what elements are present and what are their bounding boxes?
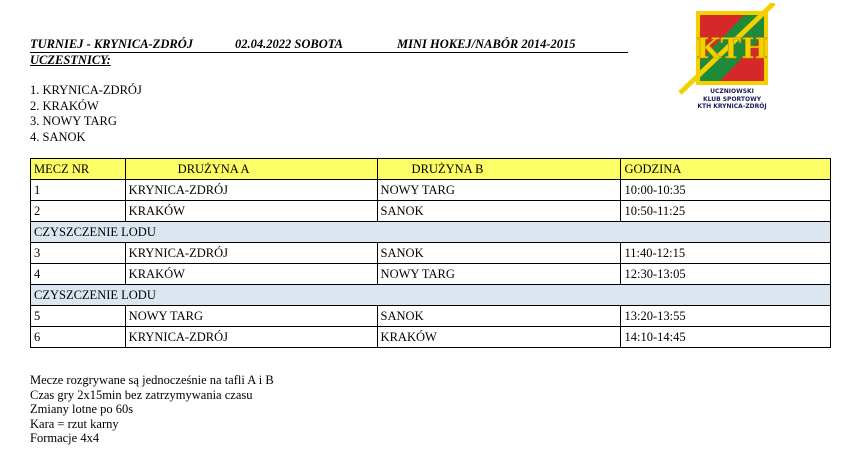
header-match-nr: MECZ NR: [31, 159, 126, 180]
match-nr: 5: [31, 306, 126, 327]
team-a: NOWY TARG: [125, 306, 377, 327]
match-time: 10:00-10:35: [621, 180, 831, 201]
document-header: [30, 37, 628, 53]
team-item: 3. NOWY TARG: [30, 114, 117, 128]
header-team-a: DRUŻYNA A: [125, 159, 377, 180]
team-a: KRAKÓW: [125, 264, 377, 285]
tournament-date: 02.04.2022 SOBOTA: [235, 37, 344, 51]
match-nr: 2: [31, 201, 126, 222]
table-row: [31, 243, 831, 264]
match-time: 12:30-13:05: [621, 264, 831, 285]
note-item: Czas gry 2x15min bez zatrzymywania czasu: [30, 387, 253, 402]
ice-cleaning-row: [31, 222, 831, 243]
tournament-category: MINI HOKEJ/NABÓR 2014-2015: [397, 37, 576, 51]
table-row: [31, 306, 831, 327]
logo-letters: KTH: [696, 32, 768, 65]
match-time: 13:20-13:55: [621, 306, 831, 327]
tournament-title: TURNIEJ - KRYNICA-ZDRÓJ: [30, 37, 193, 51]
table-header-row: [31, 159, 831, 180]
participants-label: UCZESTNICY:: [30, 53, 111, 67]
team-b: SANOK: [377, 306, 621, 327]
ice-cleaning-label: CZYSZCZENIE LODU: [31, 222, 831, 243]
note-item: Mecze rozgrywane są jednocześnie na tafli A i B: [30, 373, 274, 387]
rules-notes: [30, 373, 274, 446]
note-item: Formacje 4x4: [30, 431, 100, 445]
match-time: 14:10-14:45: [621, 327, 831, 348]
team-a: KRYNICA-ZDRÓJ: [125, 243, 377, 264]
match-time: 11:40-12:15: [621, 243, 831, 264]
note-item: Zmiany lotne po 60s: [30, 402, 134, 416]
match-nr: 1: [31, 180, 126, 201]
header-time: GODZINA: [621, 159, 831, 180]
team-a: KRYNICA-ZDRÓJ: [125, 180, 377, 201]
team-b: NOWY TARG: [377, 180, 621, 201]
team-a: KRYNICA-ZDRÓJ: [125, 327, 377, 348]
team-item: 4. SANOK: [30, 129, 86, 144]
team-item: 1. KRYNICA-ZDRÓJ: [30, 83, 142, 97]
schedule-table: [30, 158, 831, 348]
team-item: 2. KRAKÓW: [30, 98, 99, 113]
table-row: [31, 264, 831, 285]
header-team-b: DRUŻYNA B: [377, 159, 621, 180]
ice-cleaning-label: CZYSZCZENIE LODU: [31, 285, 831, 306]
team-b: SANOK: [377, 201, 621, 222]
logo-caption: UCZNIOWSKI KLUB SPORTOWY KTH KRYNICA-ZDRÓJ: [697, 88, 767, 110]
team-a: KRAKÓW: [125, 201, 377, 222]
team-b: SANOK: [377, 243, 621, 264]
match-time: 10:50-11:25: [621, 201, 831, 222]
team-list: [30, 83, 142, 145]
table-row: [31, 327, 831, 348]
match-nr: 4: [31, 264, 126, 285]
team-b: NOWY TARG: [377, 264, 621, 285]
table-row: [31, 201, 831, 222]
match-nr: 3: [31, 243, 126, 264]
team-b: KRAKÓW: [377, 327, 621, 348]
note-item: Kara = rzut karny: [30, 416, 119, 431]
ice-cleaning-row: [31, 285, 831, 306]
match-nr: 6: [31, 327, 126, 348]
table-row: [31, 180, 831, 201]
